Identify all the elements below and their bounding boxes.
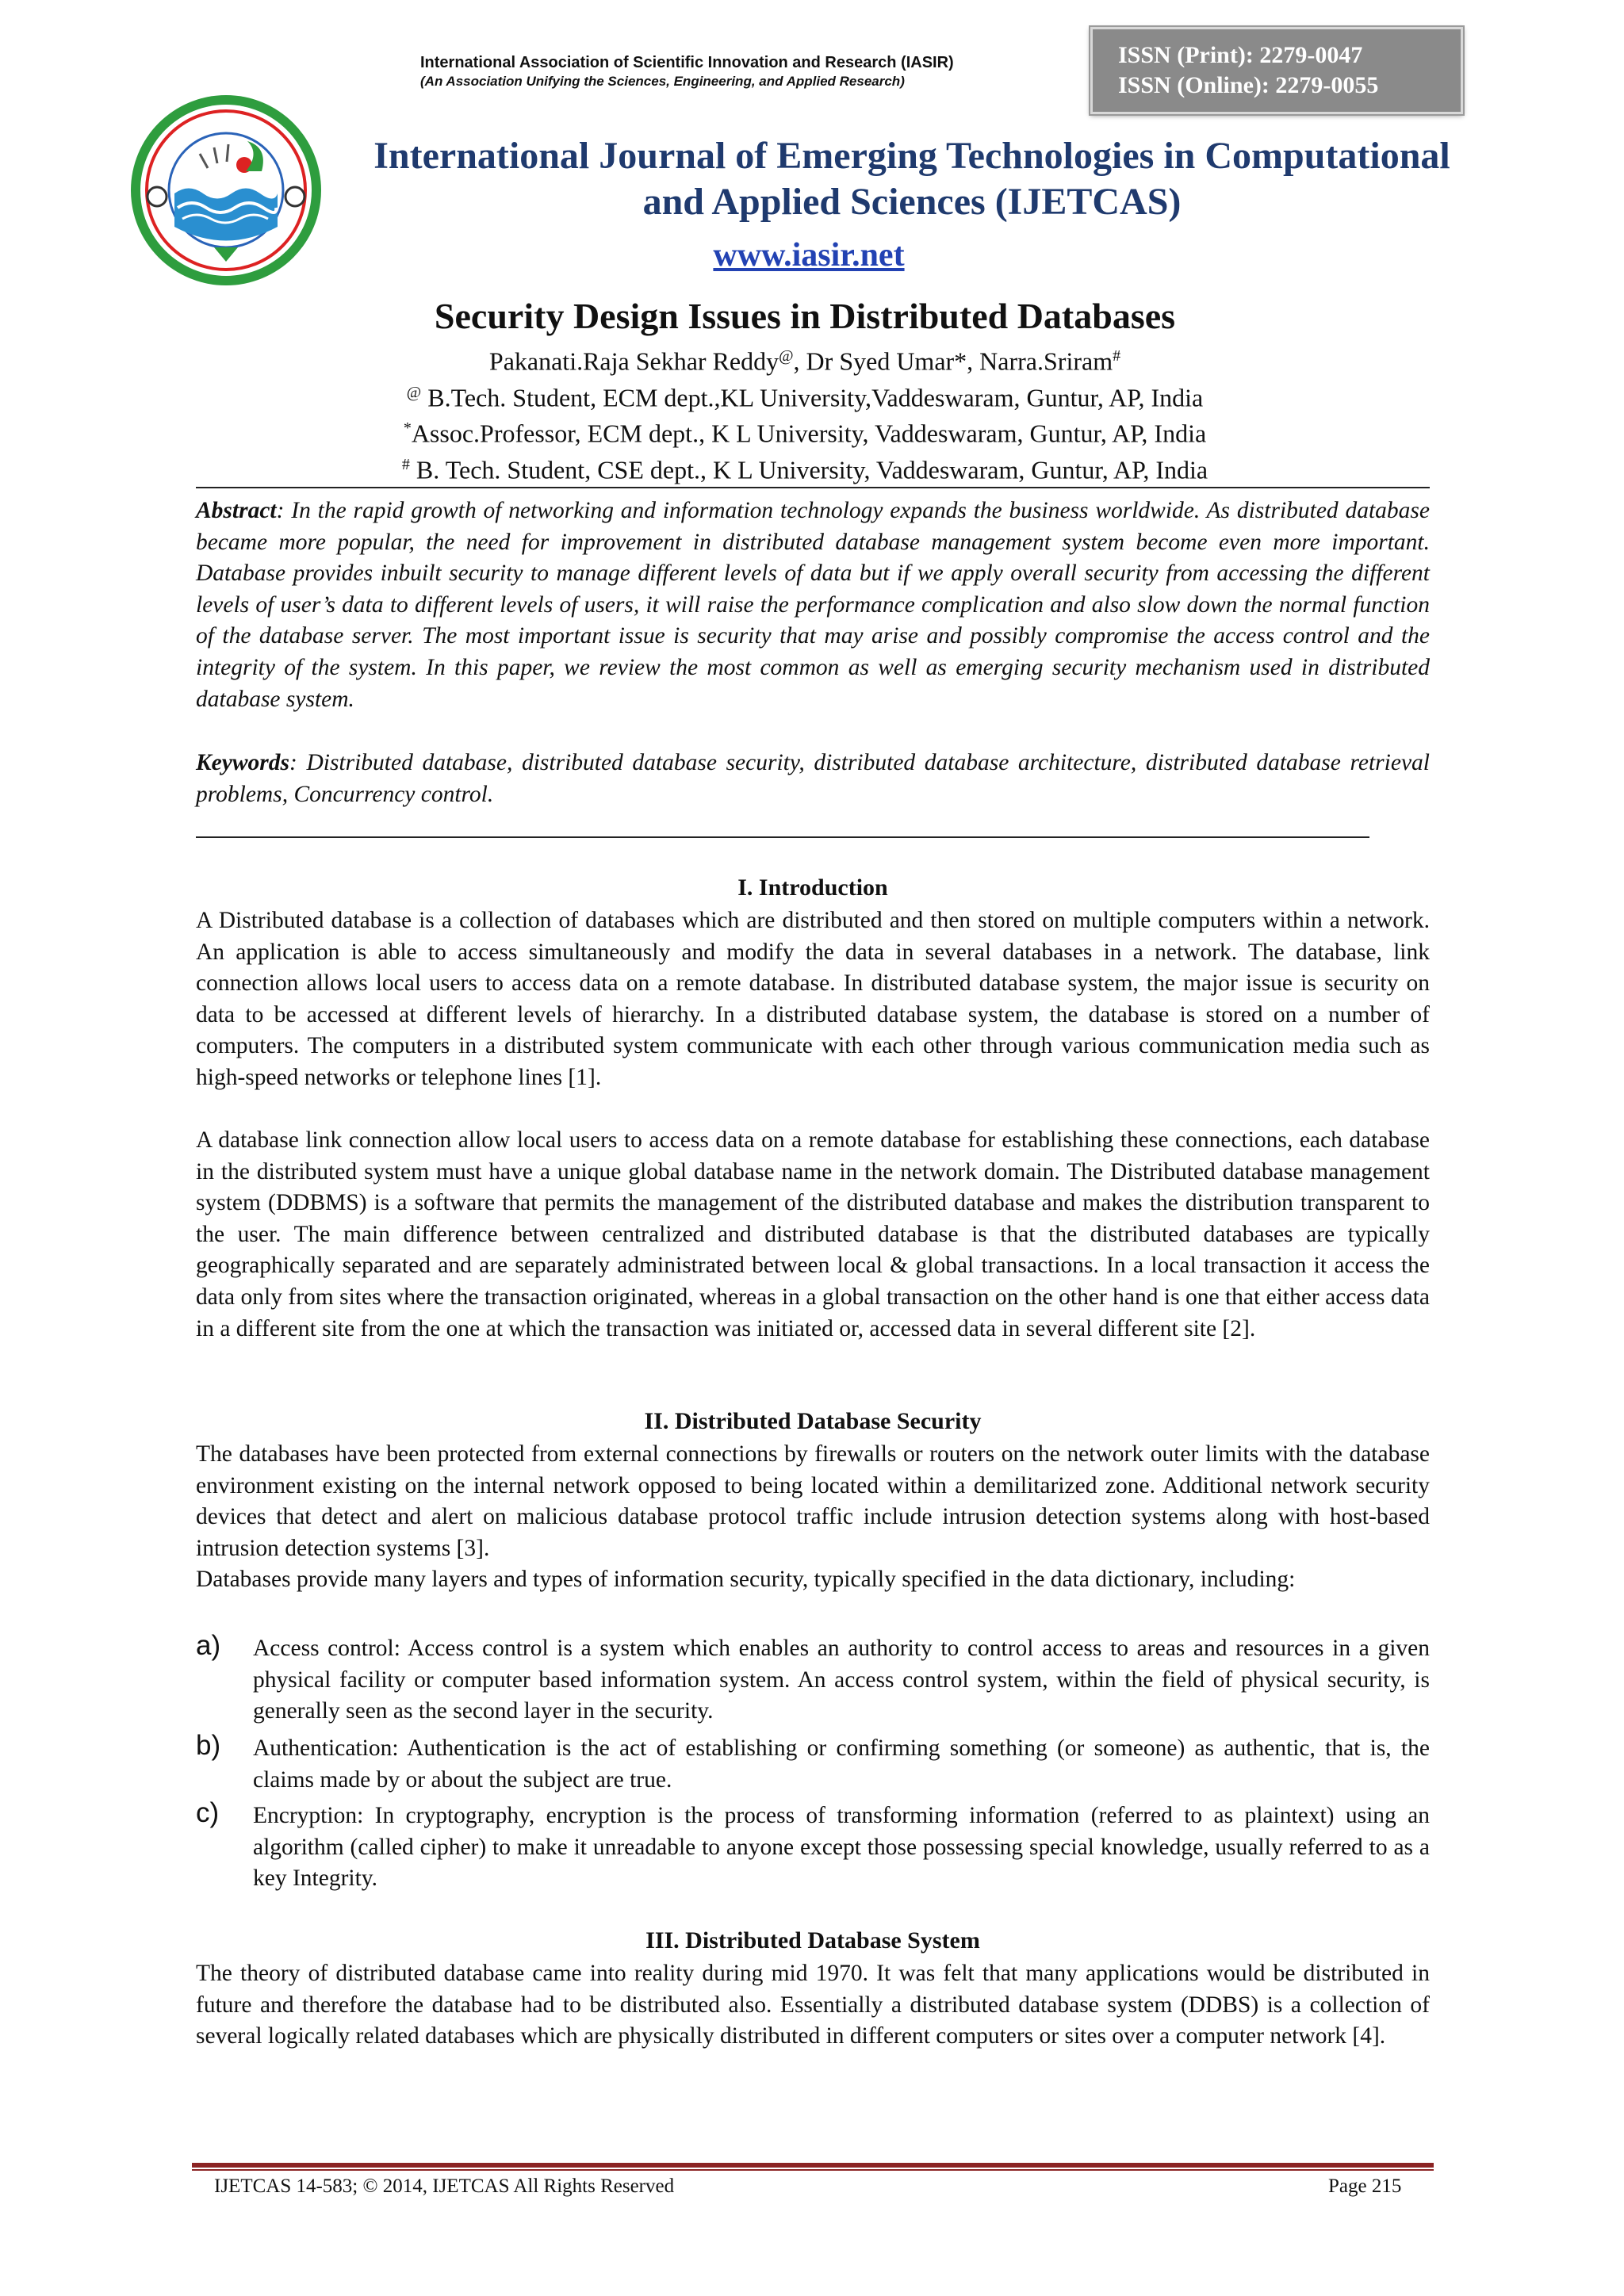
issn-print: ISSN (Print): 2279-0047 bbox=[1118, 42, 1363, 68]
author-separator: , bbox=[967, 346, 980, 376]
keywords bbox=[196, 748, 1430, 810]
abstract-label: Abstract bbox=[196, 498, 277, 523]
list-item-access-control bbox=[196, 1630, 1430, 1728]
security-paragraph-1: The databases have been protected from external connections by firewalls or routers on the network outer limits with the database environment existing on the internal network opposed to being located within a demilitarized zone. Additional network security devices that detect and alert on malicious database protocol traffic include intrusion detection systems along with host-based intrusion detection systems [3]. bbox=[196, 1441, 1430, 1561]
paper-title: Security Design Issues in Distributed Databases bbox=[434, 296, 1176, 336]
affiliation-mark: * bbox=[403, 419, 412, 438]
affiliation-text: B.Tech. Student, ECM dept.,KL University,Vaddeswaram, Guntur, AP, India bbox=[421, 383, 1204, 412]
affiliation-1 bbox=[198, 377, 1411, 414]
affiliation-mark: # bbox=[401, 455, 410, 473]
security-paragraph-2: Databases provide many layers and types of information security, typically specified in the data dictionary, including: bbox=[196, 1567, 1296, 1592]
author-3: Narra.Sriram bbox=[979, 346, 1113, 376]
author-1: Pakanati.Raja Sekhar Reddy bbox=[488, 346, 779, 376]
intro-paragraph-2: A database link connection allow local users to access data on a remote database for establishing these connections, each database in the distributed system must have a unique global database name in the network domain. The Distributed database management system (DDBMS) is a software that permits the management of the distributed database and makes the distribution transparent to the user. The main difference between centralized and distributed database is that the distributed databases are typically geographically separated and are separately administrated between local & global transactions. In a local transaction it access the data only from sites where the transaction originated, whereas in a global transaction on the other hand is one that either access data in a different site from the one at which the transaction was initiated or, accessed data in several different site [2]. bbox=[196, 1127, 1430, 1341]
author-2: Dr Syed Umar* bbox=[806, 346, 967, 376]
association-tagline: (An Association Unifying the Sciences, Engineering, and Applied Research) bbox=[420, 74, 905, 89]
footer-copyright: IJETCAS 14-583; © 2014, IJETCAS All Rights Reserved bbox=[214, 2175, 675, 2197]
section-heading-security: II. Distributed Database Security bbox=[644, 1408, 982, 1434]
system-paragraph-1: The theory of distributed database came into reality during mid 1970. It was felt that many applications would be distributed in future and therefore the database had to be distributed also. Essentially a distributed database system (DDBS) is a collection of several logically related databases which are physically distributed in different computers or sites over a computer network [4]. bbox=[196, 1961, 1430, 2049]
author-block bbox=[198, 341, 1411, 486]
section-heading-introduction: I. Introduction bbox=[737, 874, 888, 901]
keywords-text: : Distributed database, distributed database security, distributed database architecture, distributed database retrieval problems, Concurrency control. bbox=[196, 750, 1430, 807]
list-letter: c) bbox=[196, 1797, 220, 1828]
list-item-text: Encryption: In cryptography, encryption is the process of transforming information (referred to as plaintext) using an algorithm (called cipher) to make it unreadable to anyone except those possessing special knowledge, usually referred to as a key Integrity. bbox=[253, 1803, 1430, 1892]
abstract-text: : In the rapid growth of networking and information technology expands the business worldwide. As distributed database became more popular, the need for improvement in distributed database management system become even more important. Database provides inbuilt security to manage different levels of data but if we apply overall security from accessing the different levels of user’s data to different levels of users, it will raise the performance complication and also slow down the normal function of the database server. The most important issue is security that may arise and possibly compromise the access control and the integrity of the system. In this paper, we review the most common as well as emerging security mechanism used in distributed database system. bbox=[196, 498, 1430, 712]
affiliation-text: Assoc.Professor, ECM dept., K L University, Vaddeswaram, Guntur, AP, India bbox=[411, 419, 1207, 448]
abstract bbox=[196, 496, 1430, 715]
author-1-mark: @ bbox=[779, 347, 794, 365]
list-item-text: Authentication: Authentication is the act of establishing or confirming something (or someone) as authentic, that is, the claims made by or about the subject are true. bbox=[253, 1735, 1430, 1793]
divider-bottom bbox=[196, 836, 1369, 838]
author-list bbox=[198, 341, 1411, 377]
affiliation-text: B. Tech. Student, CSE dept., K L University, Vaddeswaram, Guntur, AP, India bbox=[409, 455, 1208, 484]
affiliation-mark: @ bbox=[406, 383, 422, 401]
journal-title bbox=[333, 133, 1491, 225]
list-letter: a) bbox=[196, 1630, 221, 1661]
footer-page-number: Page 215 bbox=[1328, 2175, 1402, 2197]
issn-online: ISSN (Online): 2279-0055 bbox=[1118, 72, 1379, 98]
association-name: International Association of Scientific Innovation and Research (IASIR) bbox=[420, 54, 954, 71]
affiliation-2 bbox=[198, 413, 1411, 450]
author-separator: , bbox=[793, 346, 806, 376]
section-heading-system: III. Distributed Database System bbox=[645, 1927, 980, 1954]
journal-website-link[interactable]: www.iasir.net bbox=[713, 237, 905, 274]
journal-seal-icon bbox=[127, 92, 325, 289]
journal-logo bbox=[127, 92, 325, 289]
keywords-label: Keywords bbox=[196, 750, 289, 775]
author-3-mark: # bbox=[1113, 347, 1121, 365]
affiliation-3 bbox=[198, 450, 1411, 486]
issn-box bbox=[1090, 27, 1463, 114]
association-header bbox=[420, 54, 1071, 90]
journal-title-line2: and Applied Sciences (IJETCAS) bbox=[642, 181, 1182, 223]
list-letter: b) bbox=[196, 1730, 221, 1761]
divider-top bbox=[196, 487, 1430, 488]
list-item-authentication bbox=[196, 1730, 1430, 1796]
list-item-encryption bbox=[196, 1797, 1430, 1895]
footer-rule-thick bbox=[192, 2163, 1434, 2168]
footer-rule-thin bbox=[192, 2169, 1434, 2171]
journal-title-line1: International Journal of Emerging Technologies in Computational bbox=[373, 135, 1450, 177]
list-item-text: Access control: Access control is a system which enables an authority to control access to areas and resources in a given physical facility or computer based information system. An access control system, within the field of physical security, is generally seen as the second layer in the security. bbox=[253, 1636, 1430, 1724]
intro-paragraph-1: A Distributed database is a collection of databases which are distributed and then stored on multiple computers within a network. An application is able to access simultaneously and modify the data in several databases in a network. The database, link connection allows local users to access data on a remote database. In distributed database system, the major issue is security on data to be accessed at different levels of hierarchy. In a distributed database system, the database is stored on a number of computers. The computers in a distributed system communicate with each other through various communication media such as high-speed networks or telephone lines [1]. bbox=[196, 908, 1430, 1090]
